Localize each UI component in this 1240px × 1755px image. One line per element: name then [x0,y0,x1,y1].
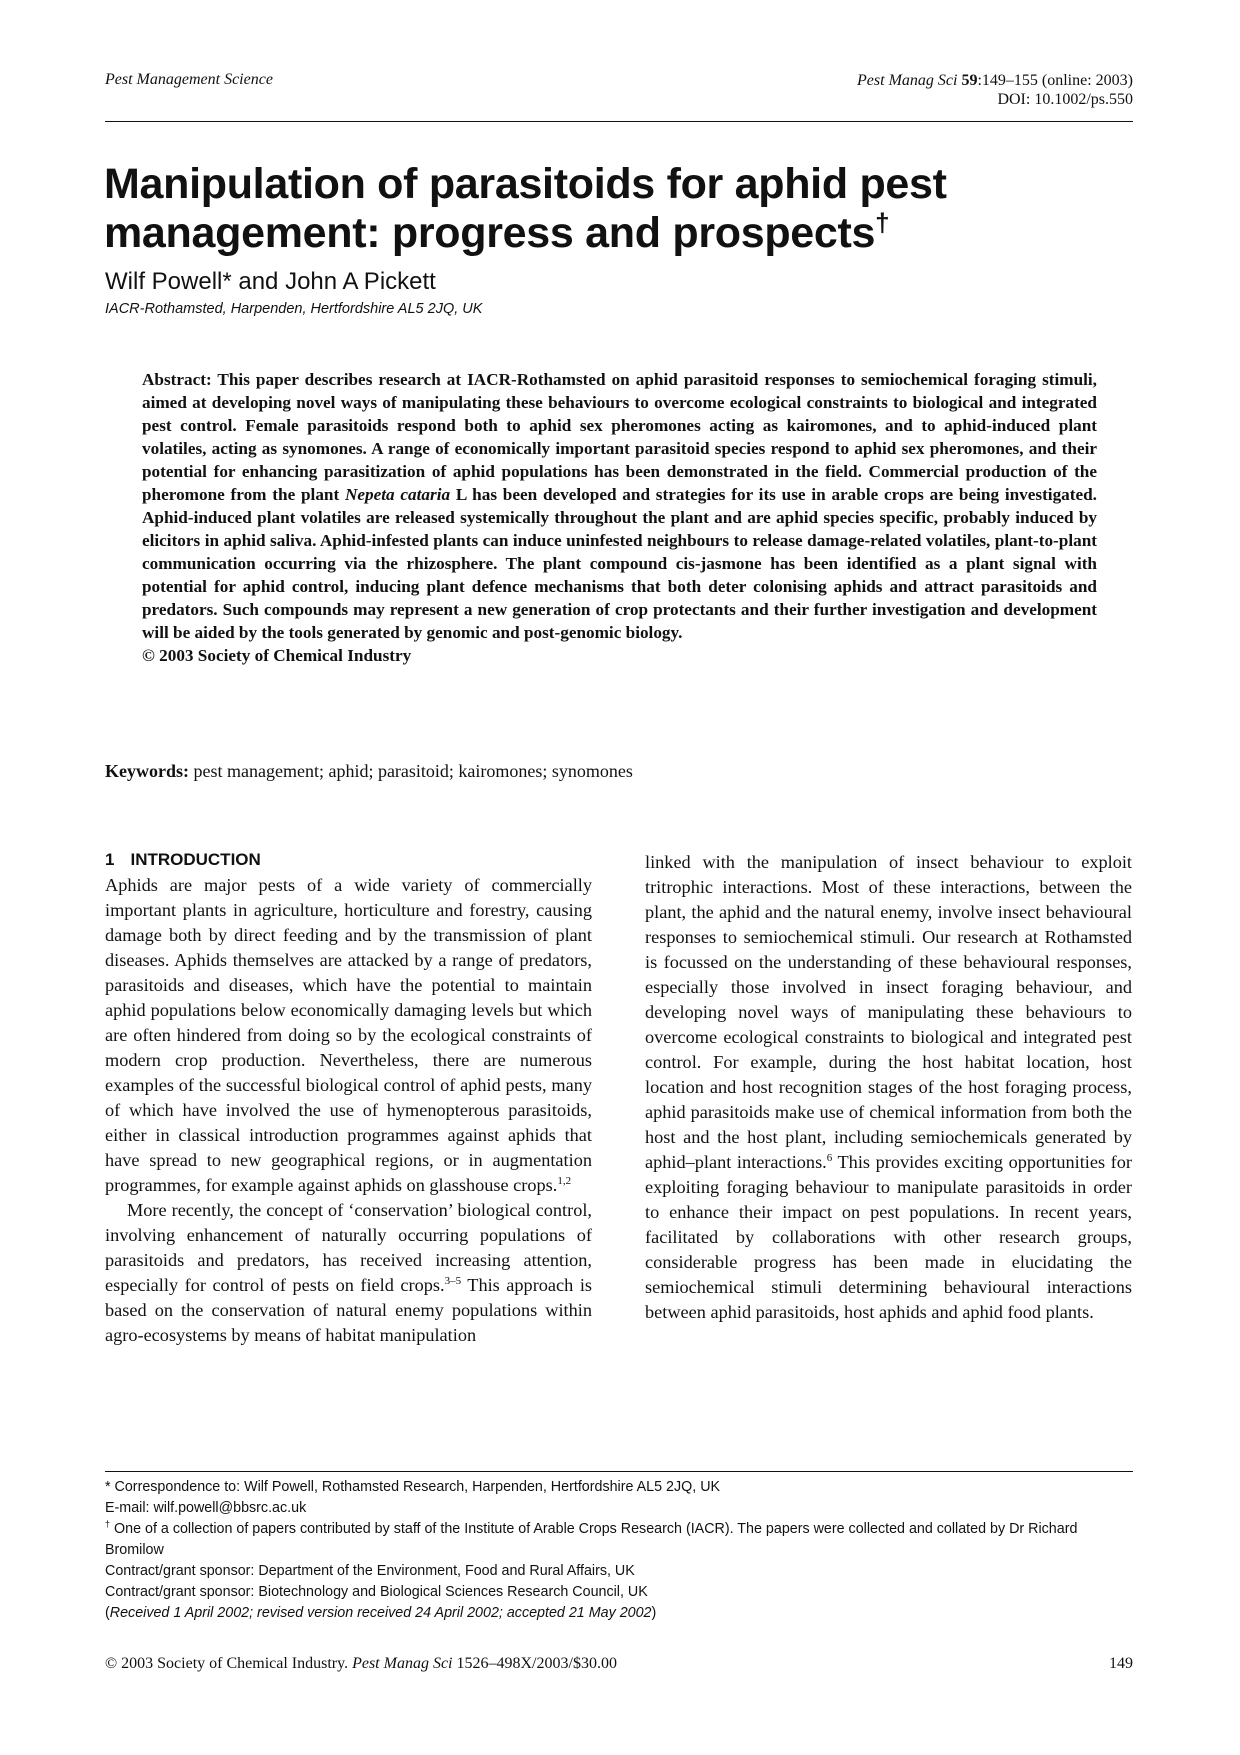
running-header-journal: Pest Management Science [105,71,273,88]
citation-volume: 59 [961,72,978,89]
footer-journal: Pest Manag Sci [352,1655,453,1672]
abstract-species: Nepeta cataria [345,485,451,504]
keywords-label: Keywords: [105,761,189,781]
running-header-citation [857,71,1133,109]
paragraph-1-ref: 1,2 [557,1174,572,1187]
section-heading [105,847,592,872]
title-dagger: † [875,207,890,238]
footnote-rule [105,1471,1133,1472]
paragraph-3-text-a: linked with the manipulation of insect behaviour to exploit tritrophic interactions. Most of these interactions, between the plant, the aphid and the natural enemy, involve insect behavioural responses to semiochemical stimuli. Our research at Rothamsted is focussed on the understanding of these behavioural responses, especially those involved in insect foraging behaviour, and developing novel ways of manipulating these behaviours to overcome ecological constraints to biological and integrated pest control. For example, during the host habitat location, host location and host recognition stages of the host foraging process, aphid parasitoids make use of chemical information from both the host and the host plant, including semiochemicals generated by aphid–plant interactions. [645,852,1132,1172]
body-column-right [645,850,1132,1325]
footnote-dagger [105,1519,1135,1561]
authors: Wilf Powell* and John A Pickett [105,268,436,295]
abstract-label: Abstract: [142,370,212,389]
footnote-received [105,1603,1135,1624]
footer-issn-price: 1526–498X/2003/$30.00 [456,1655,617,1672]
page-footer-citation [105,1655,617,1673]
received-dates: Received 1 April 2002; revised version received 24 April 2002; accepted 21 May 2002 [109,1605,652,1621]
paragraph-3 [645,850,1132,1325]
doi: DOI: 10.1002/ps.550 [997,91,1133,108]
footnote-dagger-mark: † [105,1519,111,1530]
abstract-text-before: This paper describes research at IACR-Rothamsted on aphid parasitoid responses to semiochemical foraging stimuli, aimed at developing novel ways of manipulating these behaviours to overcome ecological constraints to biological and integrated pest control. Female parasitoids respond both to aphid sex pheromones acting as kairomones, and to aphid-induced plant volatiles, acting as synomones. A range of economically important parasitoid species respond to aphid sex pheromones, and their potential for enhancing parasitization of aphid populations has been demonstrated in the field. Commercial production of the pheromone from the plant [142,370,1097,504]
footer-copyright: © 2003 Society of Chemical Industry. [105,1655,349,1672]
received-close-paren: ) [651,1605,657,1621]
footnote-email: E-mail: wilf.powell@bbsrc.ac.uk [105,1500,307,1516]
citation-journal: Pest Manag Sci [857,72,958,89]
abstract-copyright: © 2003 Society of Chemical Industry [142,646,412,665]
paragraph-2-text-a: More recently, the concept of ‘conservation’ biological control, involving enhancement of naturally occurring populations of parasitoids and predators, has received increasing attention, especially for control of pests on field crops. [105,1200,592,1295]
title-text: Manipulation of parasitoids for aphid pest management: progress and prospects [104,160,947,257]
paper-title [104,160,1144,258]
page-number: 149 [1109,1655,1133,1672]
paragraph-2 [105,1198,592,1348]
footnote-dagger-text: One of a collection of papers contributed by staff of the Institute of Arable Crops Research (IACR). The papers were collected and collated by Dr Richard Bromilow [105,1521,1078,1558]
abstract-text-after: L has been developed and strategies for its use in arable crops are being investigated. Aphid-induced plant volatiles are released systemically throughout the plant and are aphid species specific, probably induced by elicitors in aphid saliva. Aphid-infested plants can induce uninfested neighbours to release damage-related volatiles, plant-to-plant communication occurring via the rhizosphere. The plant compound cis-jasmone has been identified as a plant signal with potential for aphid control, inducing plant defence mechanisms that both deter colonising aphids and attract parasitoids and predators. Such compounds may represent a new generation of crop protectants and their further investigation and development will be aided by the tools generated by genomic and post-genomic biology. [142,485,1097,642]
header-rule [105,121,1133,122]
paragraph-1 [105,873,592,1198]
paragraph-3-ref: 6 [826,1151,833,1164]
abstract-body [142,368,1097,644]
paragraph-3-text-b: This provides exciting opportunities for exploiting foraging behaviour to manipulate parasitoids in order to enhance their impact on pest populations. In recent years, facilitated by collaborations with other research groups, considerable progress has been made in elucidating the semiochemical stimuli determining behavioural interactions between aphid parasitoids, host aphids and aphid food plants. [645,1152,1132,1322]
affiliation: IACR-Rothamsted, Harpenden, Hertfordshire AL5 2JQ, UK [105,301,483,317]
paragraph-2-text-b: This approach is based on the conservation of natural enemy populations within agro-ecosystems by means of habitat manipulation [105,1275,593,1345]
abstract [142,368,1097,667]
footnote-sponsor-1: Contract/grant sponsor: Department of the Environment, Food and Rural Affairs, UK [105,1563,635,1579]
received-open-paren: ( [105,1605,110,1621]
paragraph-2-ref: 3–5 [444,1274,462,1287]
citation-pages: :149–155 (online: 2003) [977,72,1133,89]
body-column-left [105,847,592,1348]
footnote-correspondence: * Correspondence to: Wilf Powell, Rothamsted Research, Harpenden, Hertfordshire AL5 2JQ, UK [105,1479,721,1495]
footnote-sponsor-2: Contract/grant sponsor: Biotechnology and Biological Sciences Research Council, UK [105,1584,648,1600]
section-number: 1 [105,850,115,869]
keywords [105,761,633,782]
keywords-text: pest management; aphid; parasitoid; kairomones; synomones [193,761,633,781]
section-title: INTRODUCTION [130,850,261,869]
footnotes [105,1477,1135,1624]
paragraph-1-text: Aphids are major pests of a wide variety of commercially important plants in agriculture, horticulture and forestry, causing damage both by direct feeding and by the transmission of plant diseases. Aphids themselves are attacked by a range of predators, parasitoids and diseases, which have the potential to maintain aphid populations below economically damaging levels but which are often hindered from doing so by the ecological constraints of modern crop production. Nevertheless, there are numerous examples of the successful biological control of aphid pests, many of which have involved the use of hymenopterous parasitoids, either in classical introduction programmes against aphids that have spread to new geographical regions, or in augmentation programmes, for example against aphids on glasshouse crops. [105,875,592,1195]
